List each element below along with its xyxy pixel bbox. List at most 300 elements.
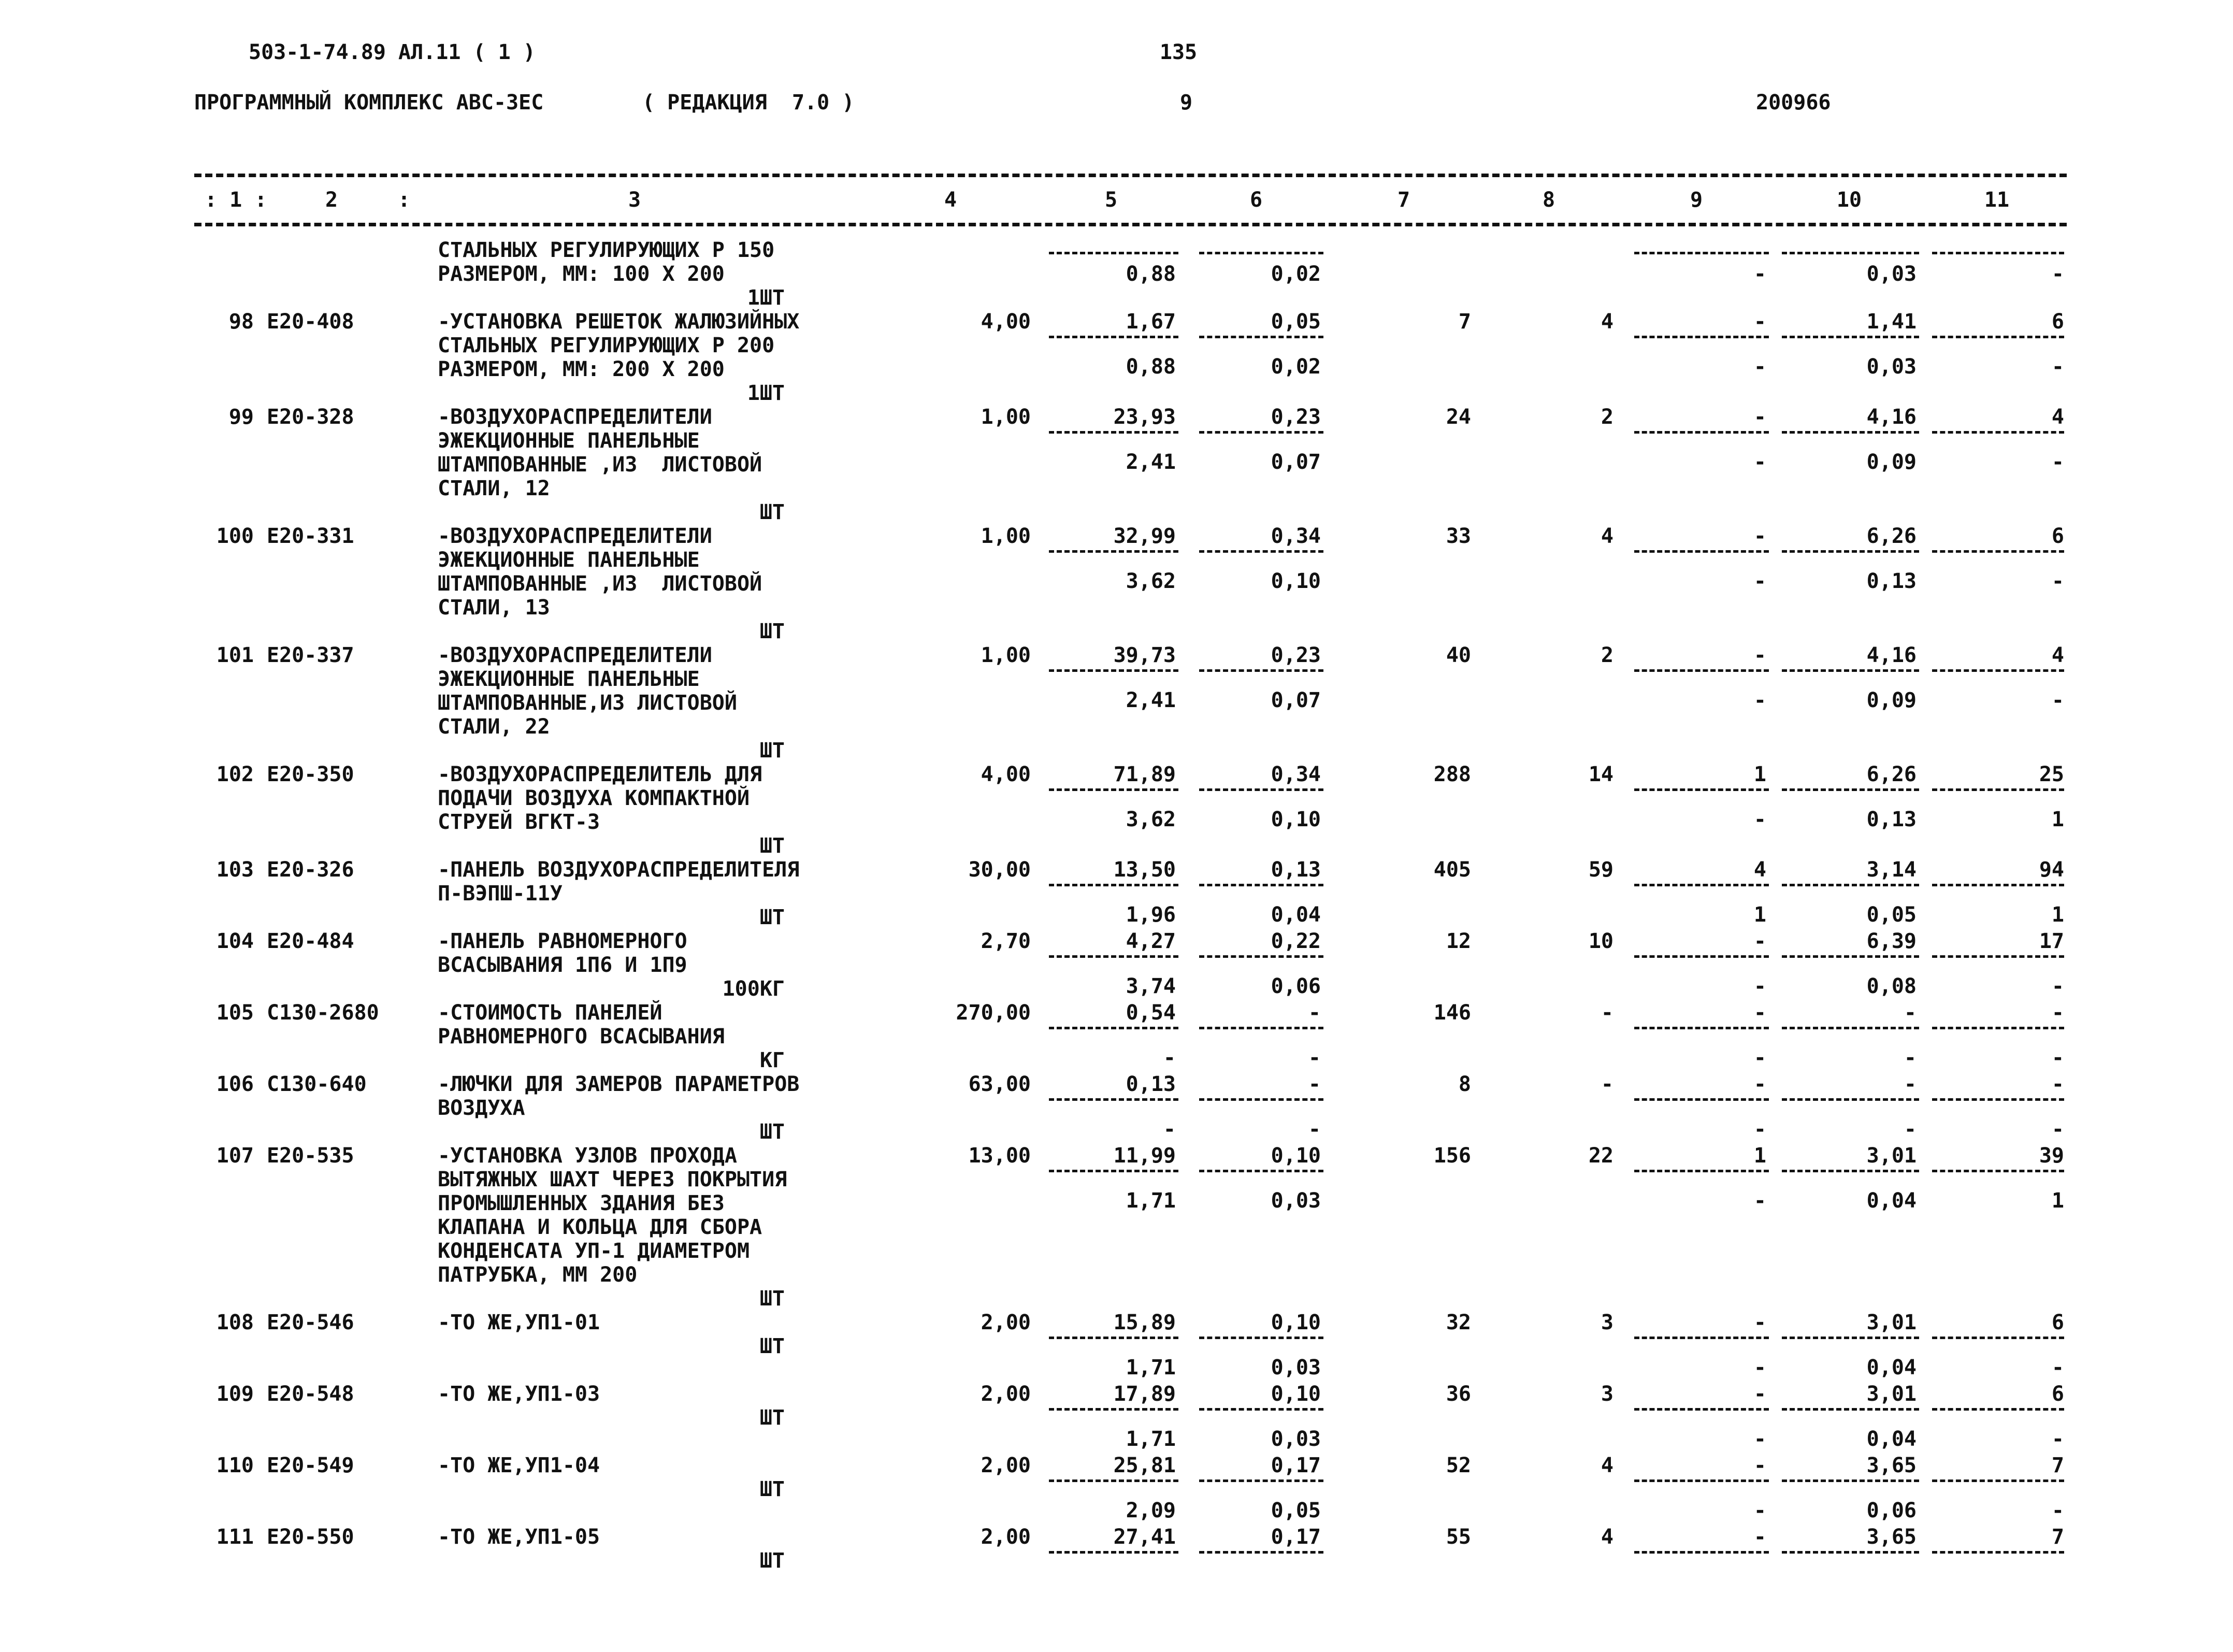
row-value-col7: 55	[1446, 1525, 1471, 1549]
value-separator	[1199, 336, 1323, 338]
row-value-col5: 32,99	[1113, 524, 1176, 548]
value-separator	[1932, 1551, 2064, 1554]
value-separator	[1049, 550, 1178, 553]
row-description-line: СТАЛИ, 13	[438, 596, 550, 620]
row-value-col10: 3,01	[1866, 1311, 1917, 1334]
value-separator	[1782, 788, 1919, 791]
row-value-col9: -	[1753, 929, 1766, 953]
row-value-col11-secondary: -	[2051, 262, 2064, 286]
row-value-col11-secondary: -	[2051, 1117, 2064, 1141]
value-separator	[1932, 252, 2064, 254]
row-value-col9-secondary: -	[1753, 355, 1766, 379]
row-value-col6: -	[1308, 1001, 1321, 1025]
value-separator	[1932, 431, 2064, 434]
row-value-col11-secondary: 1	[2051, 1189, 2064, 1213]
sheet-number: 9	[1179, 91, 1193, 114]
value-separator	[1634, 1027, 1769, 1029]
row-quantity: 2,00	[981, 1311, 1031, 1334]
col-8-header: 8	[1542, 188, 1555, 212]
row-value-col10: -	[1904, 1072, 1917, 1096]
value-separator	[1634, 1098, 1769, 1101]
value-separator	[1782, 252, 1919, 254]
row-value-col5: 27,41	[1113, 1525, 1176, 1549]
rate-code: Е20-326	[267, 858, 354, 882]
row-value-col5-secondary: 0,88	[1126, 355, 1176, 379]
row-unit: ШТ	[759, 1120, 785, 1144]
row-value-col6-secondary: 0,10	[1271, 808, 1321, 831]
rate-code: Е20-328	[267, 405, 354, 429]
row-value-col6: 0,34	[1271, 524, 1321, 548]
row-quantity: 270,00	[956, 1001, 1031, 1025]
row-value-col8: 3	[1601, 1311, 1613, 1334]
value-separator	[1932, 1098, 2064, 1101]
row-value-col7: 33	[1446, 524, 1471, 548]
row-value-col7: 52	[1446, 1454, 1471, 1477]
row-value-col9-secondary: -	[1753, 1117, 1766, 1141]
row-value-col9: -	[1753, 1072, 1766, 1096]
rate-code: Е20-550	[267, 1525, 354, 1549]
row-description-line: СТАЛИ, 12	[438, 477, 550, 500]
value-separator	[1932, 1479, 2064, 1482]
row-value-col7: 24	[1446, 405, 1471, 429]
row-value-col8: 2	[1601, 405, 1613, 429]
row-value-col6: 0,23	[1271, 405, 1321, 429]
row-value-col11: 94	[2039, 858, 2064, 882]
row-value-col11-secondary: -	[2051, 1046, 2064, 1070]
row-value-col7: 12	[1446, 929, 1471, 953]
row-quantity: 2,00	[981, 1454, 1031, 1477]
col-5-header: 5	[1104, 188, 1118, 212]
row-unit: КГ	[759, 1048, 785, 1072]
row-description-line: ВОЗДУХА	[438, 1096, 525, 1120]
value-separator	[1049, 252, 1178, 254]
row-unit: ШТ	[759, 834, 785, 858]
value-separator	[1932, 550, 2064, 553]
row-description-line: ПРОМЫШЛЕННЫХ ЗДАНИЯ БЕЗ	[438, 1191, 725, 1215]
row-value-col5-secondary: 0,88	[1126, 262, 1176, 286]
row-value-col9: -	[1753, 310, 1766, 334]
row-value-col9-secondary: 1	[1753, 903, 1766, 927]
col-2-separator: :	[397, 188, 411, 212]
row-quantity: 2,00	[981, 1525, 1031, 1549]
value-separator	[1782, 955, 1919, 958]
row-description-line: СТРУЕЙ ВГКТ-3	[438, 810, 600, 834]
row-value-col6-secondary: -	[1308, 1117, 1321, 1141]
row-value-col6-secondary: 0,06	[1271, 974, 1321, 998]
value-separator	[1782, 1027, 1919, 1029]
row-value-col5: 25,81	[1113, 1454, 1176, 1477]
row-value-col11: 4	[2051, 405, 2064, 429]
row-number: 102	[216, 763, 254, 786]
value-separator	[1199, 550, 1323, 553]
row-value-col7: 32	[1446, 1311, 1471, 1334]
row-value-col6-secondary: 0,03	[1271, 1189, 1321, 1213]
row-value-col10: 3,65	[1866, 1525, 1917, 1549]
row-value-col10-secondary: 0,05	[1866, 903, 1917, 927]
page-number: 135	[1159, 40, 1198, 64]
row-description-line: СТАЛЬНЫХ РЕГУЛИРУЮЩИХ Р 200	[438, 334, 775, 357]
row-quantity: 30,00	[968, 858, 1031, 882]
value-separator	[1932, 669, 2064, 672]
row-value-col11: 39	[2039, 1144, 2064, 1168]
row-value-col9-secondary: -	[1753, 974, 1766, 998]
row-unit: 1ШТ	[747, 381, 785, 405]
row-value-col5: 39,73	[1113, 643, 1176, 667]
row-description-line: -ПАНЕЛЬ ВОЗДУХОРАСПРЕДЕЛИТЕЛЯ	[438, 858, 800, 882]
program-edition: ( РЕДАКЦИЯ 7.0 )	[642, 91, 855, 114]
row-unit: ШТ	[759, 1334, 785, 1358]
row-value-col5: 0,13	[1126, 1072, 1176, 1096]
row-value-col8: 4	[1601, 1525, 1613, 1549]
row-value-col6: 0,34	[1271, 763, 1321, 786]
row-number: 106	[216, 1072, 254, 1096]
rate-code: Е20-408	[267, 310, 354, 334]
row-value-col11-secondary: -	[2051, 569, 2064, 593]
row-value-col11-secondary: -	[2051, 355, 2064, 379]
value-separator	[1782, 336, 1919, 338]
row-value-col5: 13,50	[1113, 858, 1176, 882]
row-value-col5: 17,89	[1113, 1382, 1176, 1406]
row-description-line: -ВОЗДУХОРАСПРЕДЕЛИТЕЛИ	[438, 643, 712, 667]
row-value-col5-secondary: 1,71	[1126, 1356, 1176, 1380]
value-separator	[1199, 669, 1323, 672]
row-value-col5-secondary: 2,09	[1126, 1499, 1176, 1522]
value-separator	[1782, 1337, 1919, 1339]
value-separator	[1782, 669, 1919, 672]
row-description-line: ШТАМПОВАННЫЕ ,ИЗ ЛИСТОВОЙ	[438, 572, 762, 596]
value-separator	[1634, 1408, 1769, 1411]
row-value-col10-secondary: 0,03	[1866, 262, 1917, 286]
row-number: 99	[228, 405, 254, 429]
row-unit: ШТ	[759, 1477, 785, 1501]
row-value-col11: 25	[2039, 763, 2064, 786]
value-separator	[1199, 1170, 1323, 1172]
row-description-line: ЭЖЕКЦИОННЫЕ ПАНЕЛЬНЫЕ	[438, 667, 700, 691]
row-value-col11-secondary: -	[2051, 450, 2064, 474]
row-number: 111	[216, 1525, 254, 1549]
value-separator	[1199, 955, 1323, 958]
rate-code: Е20-331	[267, 524, 354, 548]
table-header-rule	[194, 223, 2067, 226]
row-value-col8: 3	[1601, 1382, 1613, 1406]
row-value-col5-secondary: 1,96	[1126, 903, 1176, 927]
rate-code: Е20-549	[267, 1454, 354, 1477]
value-separator	[1199, 1551, 1323, 1554]
value-separator	[1634, 669, 1769, 672]
row-value-col8: -	[1601, 1072, 1613, 1096]
row-value-col9: 4	[1753, 858, 1766, 882]
row-value-col9: -	[1753, 405, 1766, 429]
row-quantity: 1,00	[981, 405, 1031, 429]
row-unit: ШТ	[759, 739, 785, 763]
row-value-col10-secondary: 0,09	[1866, 688, 1917, 712]
row-value-col5: 4,27	[1126, 929, 1176, 953]
row-value-col5: 11,99	[1113, 1144, 1176, 1168]
row-value-col8: -	[1601, 1001, 1613, 1025]
row-description-line: КОНДЕНСАТА УП-1 ДИАМЕТРОМ	[438, 1239, 750, 1263]
row-value-col11-secondary: -	[2051, 1356, 2064, 1380]
row-value-col5: 1,67	[1126, 310, 1176, 334]
row-description-line: -ЛЮЧКИ ДЛЯ ЗАМЕРОВ ПАРАМЕТРОВ	[438, 1072, 800, 1096]
row-value-col11: 6	[2051, 1311, 2064, 1334]
row-number: 105	[216, 1001, 254, 1025]
row-number: 109	[216, 1382, 254, 1406]
row-value-col9-secondary: -	[1753, 688, 1766, 712]
row-quantity: 1,00	[981, 524, 1031, 548]
value-separator	[1049, 1337, 1178, 1339]
row-value-col6: 0,17	[1271, 1454, 1321, 1477]
value-separator	[1634, 336, 1769, 338]
row-value-col9: 1	[1753, 763, 1766, 786]
row-value-col6-secondary: -	[1308, 1046, 1321, 1070]
row-value-col10: 3,65	[1866, 1454, 1917, 1477]
row-value-col6: 0,22	[1271, 929, 1321, 953]
row-value-col8: 4	[1601, 310, 1613, 334]
row-value-col10: 1,41	[1866, 310, 1917, 334]
row-description-line: -ТО ЖЕ,УП1-04	[438, 1454, 600, 1477]
value-separator	[1782, 1551, 1919, 1554]
row-value-col6-secondary: 0,02	[1271, 355, 1321, 379]
row-value-col7: 146	[1433, 1001, 1471, 1025]
row-value-col11: 4	[2051, 643, 2064, 667]
col-11-header: 11	[1984, 188, 2010, 212]
row-value-col6-secondary: 0,03	[1271, 1427, 1321, 1451]
row-value-col6-secondary: 0,03	[1271, 1356, 1321, 1380]
row-unit: ШТ	[759, 1287, 785, 1311]
value-separator	[1634, 884, 1769, 886]
row-value-col9: -	[1753, 1311, 1766, 1334]
row-value-col6-secondary: 0,02	[1271, 262, 1321, 286]
col-6-header: 6	[1249, 188, 1263, 212]
row-number: 108	[216, 1311, 254, 1334]
col-2-header: 2	[325, 188, 338, 212]
row-value-col9-secondary: -	[1753, 1499, 1766, 1522]
row-value-col9-secondary: -	[1753, 262, 1766, 286]
value-separator	[1634, 1479, 1769, 1482]
row-value-col11: -	[2051, 1072, 2064, 1096]
row-description-line: ЭЖЕКЦИОННЫЕ ПАНЕЛЬНЫЕ	[438, 548, 700, 572]
row-value-col5: 23,93	[1113, 405, 1176, 429]
value-separator	[1634, 1337, 1769, 1339]
row-unit: ШТ	[759, 1549, 785, 1573]
rate-code: С130-2680	[267, 1001, 379, 1025]
row-unit: ШТ	[759, 1406, 785, 1430]
value-separator	[1049, 1408, 1178, 1411]
value-separator	[1049, 1170, 1178, 1172]
value-separator	[1049, 1479, 1178, 1482]
row-value-col8: 22	[1588, 1144, 1613, 1168]
table-top-rule	[194, 174, 2067, 177]
value-separator	[1932, 1408, 2064, 1411]
row-value-col9: -	[1753, 1382, 1766, 1406]
value-separator	[1049, 1551, 1178, 1554]
value-separator	[1634, 252, 1769, 254]
row-number: 110	[216, 1454, 254, 1477]
row-value-col6-secondary: 0,07	[1271, 688, 1321, 712]
row-value-col9: -	[1753, 1001, 1766, 1025]
value-separator	[1049, 955, 1178, 958]
value-separator	[1932, 1170, 2064, 1172]
row-value-col11: 7	[2051, 1525, 2064, 1549]
row-value-col5-secondary: 2,41	[1126, 688, 1176, 712]
row-value-col7: 288	[1433, 763, 1471, 786]
row-value-col6: 0,05	[1271, 310, 1321, 334]
row-description-line: РАВНОМЕРНОГО ВСАСЫВАНИЯ	[438, 1025, 725, 1048]
value-separator	[1932, 1027, 2064, 1029]
row-number: 104	[216, 929, 254, 953]
row-value-col6-secondary: 0,04	[1271, 903, 1321, 927]
row-value-col10: 4,16	[1866, 643, 1917, 667]
row-unit: 1ШТ	[747, 286, 785, 310]
col-3-header: 3	[628, 188, 641, 212]
value-separator	[1634, 955, 1769, 958]
row-value-col10: 3,01	[1866, 1382, 1917, 1406]
value-separator	[1049, 1098, 1178, 1101]
value-separator	[1782, 550, 1919, 553]
row-value-col11-secondary: -	[2051, 688, 2064, 712]
value-separator	[1782, 884, 1919, 886]
row-value-col7: 7	[1458, 310, 1471, 334]
row-number: 101	[216, 643, 254, 667]
row-value-col8: 14	[1588, 763, 1613, 786]
row-value-col11: 6	[2051, 524, 2064, 548]
row-value-col11: 6	[2051, 1382, 2064, 1406]
value-separator	[1932, 884, 2064, 886]
row-value-col9: 1	[1753, 1144, 1766, 1168]
row-value-col10-secondary: 0,13	[1866, 808, 1917, 831]
row-value-col6-secondary: 0,07	[1271, 450, 1321, 474]
row-description-line: П-ВЭПШ-11У	[438, 882, 563, 906]
row-value-col10-secondary: 0,08	[1866, 974, 1917, 998]
row-description-line: -ВОЗДУХОРАСПРЕДЕЛИТЕЛИ	[438, 405, 712, 429]
row-value-col9: -	[1753, 1525, 1766, 1549]
row-quantity: 1,00	[981, 643, 1031, 667]
row-value-col10: 6,26	[1866, 524, 1917, 548]
row-value-col11-secondary: 1	[2051, 808, 2064, 831]
row-value-col10: -	[1904, 1001, 1917, 1025]
row-value-col5-secondary: 3,74	[1126, 974, 1176, 998]
row-description-line: ВЫТЯЖНЫХ ШАХТ ЧЕРЕЗ ПОКРЫТИЯ	[438, 1168, 787, 1191]
row-value-col6: -	[1308, 1072, 1321, 1096]
row-description-line: РАЗМЕРОМ, ММ: 100 Х 200	[438, 262, 725, 286]
row-description-line: СТАЛЬНЫХ РЕГУЛИРУЮЩИХ Р 150	[438, 238, 775, 262]
row-value-col11-secondary: -	[2051, 974, 2064, 998]
row-value-col6: 0,13	[1271, 858, 1321, 882]
row-value-col6: 0,17	[1271, 1525, 1321, 1549]
row-value-col10: 3,14	[1866, 858, 1917, 882]
row-value-col8: 10	[1588, 929, 1613, 953]
row-description-line: ШТАМПОВАННЫЕ ,ИЗ ЛИСТОВОЙ	[438, 453, 762, 477]
row-value-col10: 6,26	[1866, 763, 1917, 786]
row-value-col8: 4	[1601, 1454, 1613, 1477]
value-separator	[1634, 1551, 1769, 1554]
value-separator	[1049, 669, 1178, 672]
rate-code: Е20-535	[267, 1144, 354, 1168]
value-separator	[1932, 788, 2064, 791]
row-description-line: -УСТАНОВКА УЗЛОВ ПРОХОДА	[438, 1144, 737, 1168]
row-value-col11: 7	[2051, 1454, 2064, 1477]
row-value-col9-secondary: -	[1753, 1189, 1766, 1213]
value-separator	[1199, 252, 1323, 254]
row-description-line: -ВОЗДУХОРАСПРЕДЕЛИТЕЛЬ ДЛЯ	[438, 763, 762, 786]
row-value-col5-secondary: -	[1163, 1117, 1176, 1141]
value-separator	[1199, 1337, 1323, 1339]
rate-code: С130-640	[267, 1072, 367, 1096]
rate-code: Е20-548	[267, 1382, 354, 1406]
row-value-col11: -	[2051, 1001, 2064, 1025]
row-quantity: 2,70	[981, 929, 1031, 953]
row-value-col9: -	[1753, 643, 1766, 667]
row-value-col10-secondary: 0,04	[1866, 1189, 1917, 1213]
row-description-line: -ТО ЖЕ,УП1-03	[438, 1382, 600, 1406]
row-value-col5-secondary: -	[1163, 1046, 1176, 1070]
row-value-col5: 15,89	[1113, 1311, 1176, 1334]
row-description-line: -ТО ЖЕ,УП1-05	[438, 1525, 600, 1549]
row-value-col9-secondary: -	[1753, 1046, 1766, 1070]
row-description-line: -СТОИМОСТЬ ПАНЕЛЕЙ	[438, 1001, 662, 1025]
value-separator	[1199, 1408, 1323, 1411]
value-separator	[1199, 1479, 1323, 1482]
row-value-col8: 59	[1588, 858, 1613, 882]
col-1-header: : 1 :	[205, 188, 267, 212]
row-value-col10-secondary: 0,06	[1866, 1499, 1917, 1522]
value-separator	[1634, 1170, 1769, 1172]
row-value-col5-secondary: 1,71	[1126, 1189, 1176, 1213]
row-description-line: ШТАМПОВАННЫЕ,ИЗ ЛИСТОВОЙ	[438, 691, 737, 715]
row-value-col10: 3,01	[1866, 1144, 1917, 1168]
value-separator	[1049, 336, 1178, 338]
row-description-line: ВСАСЫВАНИЯ 1П6 И 1П9	[438, 953, 687, 977]
value-separator	[1199, 884, 1323, 886]
value-separator	[1782, 1408, 1919, 1411]
row-value-col5-secondary: 3,62	[1126, 808, 1176, 831]
row-description-line: РАЗМЕРОМ, ММ: 200 Х 200	[438, 357, 725, 381]
row-value-col10-secondary: -	[1904, 1046, 1917, 1070]
row-value-col10-secondary: 0,13	[1866, 569, 1917, 593]
row-value-col8: 4	[1601, 524, 1613, 548]
row-value-col6: 0,10	[1271, 1144, 1321, 1168]
row-value-col11-secondary: -	[2051, 1499, 2064, 1522]
program-name: ПРОГРАММНЫЙ КОМПЛЕКС АВС-3ЕС	[194, 91, 544, 114]
value-separator	[1634, 788, 1769, 791]
value-separator	[1049, 431, 1178, 434]
row-value-col9-secondary: -	[1753, 569, 1766, 593]
row-value-col6-secondary: 0,10	[1271, 569, 1321, 593]
row-quantity: 4,00	[981, 763, 1031, 786]
row-description-line: -ТО ЖЕ,УП1-01	[438, 1311, 600, 1334]
row-quantity: 2,00	[981, 1382, 1031, 1406]
rate-code: Е20-484	[267, 929, 354, 953]
value-separator	[1782, 431, 1919, 434]
value-separator	[1782, 1098, 1919, 1101]
row-value-col7: 156	[1433, 1144, 1471, 1168]
value-separator	[1199, 431, 1323, 434]
document-code: 503-1-74.89 АЛ.11 ( 1 )	[249, 40, 536, 64]
row-value-col9: -	[1753, 1454, 1766, 1477]
value-separator	[1049, 884, 1178, 886]
rate-code: Е20-546	[267, 1311, 354, 1334]
row-value-col10-secondary: 0,03	[1866, 355, 1917, 379]
row-value-col10-secondary: -	[1904, 1117, 1917, 1141]
row-description-line: СТАЛИ, 22	[438, 715, 550, 739]
row-value-col11-secondary: 1	[2051, 903, 2064, 927]
row-value-col8: 2	[1601, 643, 1613, 667]
col-9-header: 9	[1690, 188, 1703, 212]
row-value-col6: 0,10	[1271, 1382, 1321, 1406]
row-value-col9-secondary: -	[1753, 450, 1766, 474]
value-separator	[1049, 1027, 1178, 1029]
row-value-col10-secondary: 0,04	[1866, 1427, 1917, 1451]
